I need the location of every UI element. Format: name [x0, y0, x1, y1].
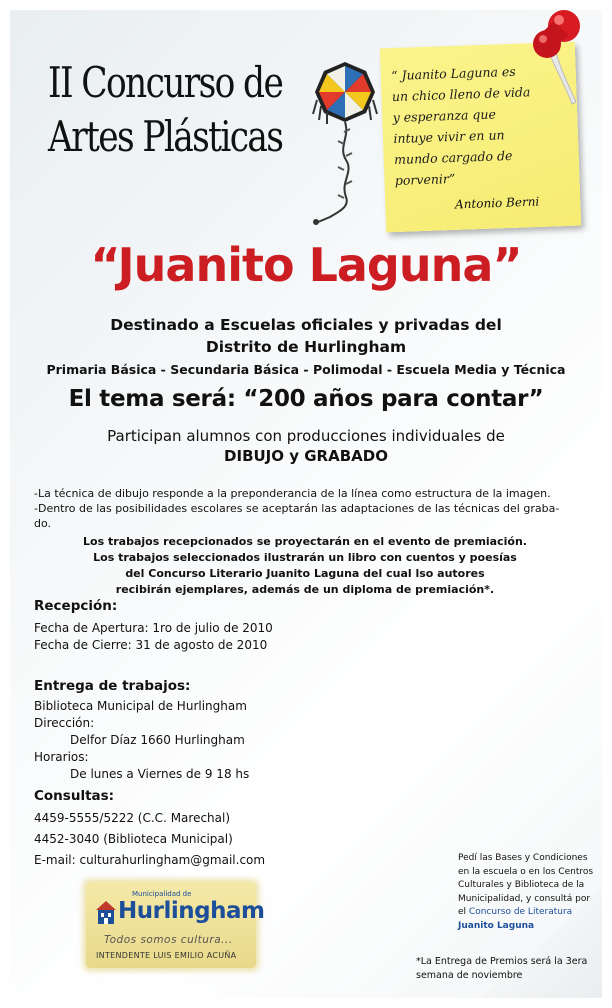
- title-line-2: Artes Plásticas: [48, 112, 283, 161]
- email[interactable]: E-mail: culturahurlingham@gmail.com: [34, 853, 266, 867]
- quote-line-4: intuye vivir en un: [393, 127, 505, 147]
- address-label: Dirección:: [34, 716, 95, 730]
- quote-line-2: un chico lleno de vida: [391, 84, 531, 105]
- works-line-4: recibirán ejemplares, además de un diploma de premiación*.: [115, 583, 495, 596]
- participants-line-1: Participan alumnos con producciones individuales de: [107, 427, 505, 445]
- works-line-3: del Concurso Literario Juanito Laguna del cual lso autores: [125, 567, 485, 580]
- logo-municipality-label: Municipalidad de: [132, 890, 192, 898]
- rules-text: Pedí las Bases y Condiciones en la escuela o en los Centros Culturales y Biblioteca de la Municipalidad, y consultá por el: [458, 853, 594, 917]
- quote-line-3: y esperanza que: [392, 106, 497, 126]
- theme-heading: El tema será: “200 años para contar”: [68, 386, 544, 412]
- quote-line-6: porvenir”: [394, 170, 456, 189]
- delivery-details: [34, 698, 249, 783]
- building-icon: [94, 898, 118, 926]
- rules-link-bold[interactable]: Juanito Laguna: [458, 920, 535, 931]
- kite-icon: [300, 52, 390, 227]
- works-line-1: Los trabajos recepcionados se proyectarán en el evento de premiación.: [83, 535, 527, 548]
- main-title: “Juanito Laguna”: [90, 238, 522, 292]
- opening-date: Fecha de Apertura: 1ro de julio de 2010: [34, 621, 273, 635]
- delivery-heading: Entrega de trabajos:: [34, 678, 191, 694]
- quote-author: Antonio Berni: [454, 194, 540, 212]
- logo-name: Hurlingham: [118, 898, 265, 924]
- works-info: [40, 534, 570, 598]
- technique-notes: [34, 486, 579, 531]
- rules-link[interactable]: Concurso de Literatura: [468, 907, 573, 917]
- logo-mayor: INTENDENTE LUIS EMILIO ACUÑA: [96, 951, 237, 960]
- phone-2: 4452-3040 (Biblioteca Municipal): [34, 832, 233, 846]
- logo-slogan: Todos somos cultura...: [104, 934, 233, 946]
- destinado-block: [20, 314, 592, 358]
- destinado-line-1: Destinado a Escuelas oficiales y privadas del: [110, 316, 502, 334]
- participants-block: [20, 426, 592, 466]
- technique-line-1: -La técnica de dibujo responde a la preponderancia de la línea como estructura de la imagen.: [34, 487, 551, 500]
- rules-info: [458, 852, 598, 933]
- title-line-1: II Concurso de: [48, 58, 283, 107]
- closing-date: Fecha de Cierre: 31 de agosto de 2010: [34, 638, 268, 652]
- reception-details: [34, 620, 273, 654]
- quote-line-5: mundo cargado de: [393, 147, 513, 168]
- quote-line-1: “ Juanito Laguna es: [390, 63, 516, 84]
- technique-line-3: do.: [34, 517, 52, 530]
- contact-heading: Consultas:: [34, 788, 115, 804]
- hours-value: De lunes a Viernes de 9 18 hs: [70, 767, 250, 781]
- contest-title: [48, 56, 283, 164]
- phone-1: 4459-5555/5222 (C.C. Marechal): [34, 811, 231, 825]
- contact-details: [34, 808, 265, 871]
- works-line-2: Los trabajos seleccionados ilustrarán un libro con cuentos y poesías: [93, 551, 517, 564]
- participants-line-2: DIBUJO y GRABADO: [224, 447, 388, 465]
- destinado-line-2: Distrito de Hurlingham: [205, 338, 407, 356]
- school-levels: Primaria Básica - Secundaria Básica - Polimodal - Escuela Media y Técnica: [46, 362, 566, 377]
- reception-heading: Recepción:: [34, 598, 118, 614]
- awards-note: *La Entrega de Premios será la 3era semana de noviembre: [416, 956, 588, 981]
- address-value: Delfor Díaz 1660 Hurlingham: [70, 733, 245, 747]
- hours-label: Horarios:: [34, 750, 89, 764]
- technique-line-2: -Dentro de las posibilidades escolares se aceptarán las adaptaciones de las técnicas del graba-: [34, 502, 560, 515]
- push-pin-icon: [520, 4, 590, 114]
- delivery-place: Biblioteca Municipal de Hurlingham: [34, 699, 247, 713]
